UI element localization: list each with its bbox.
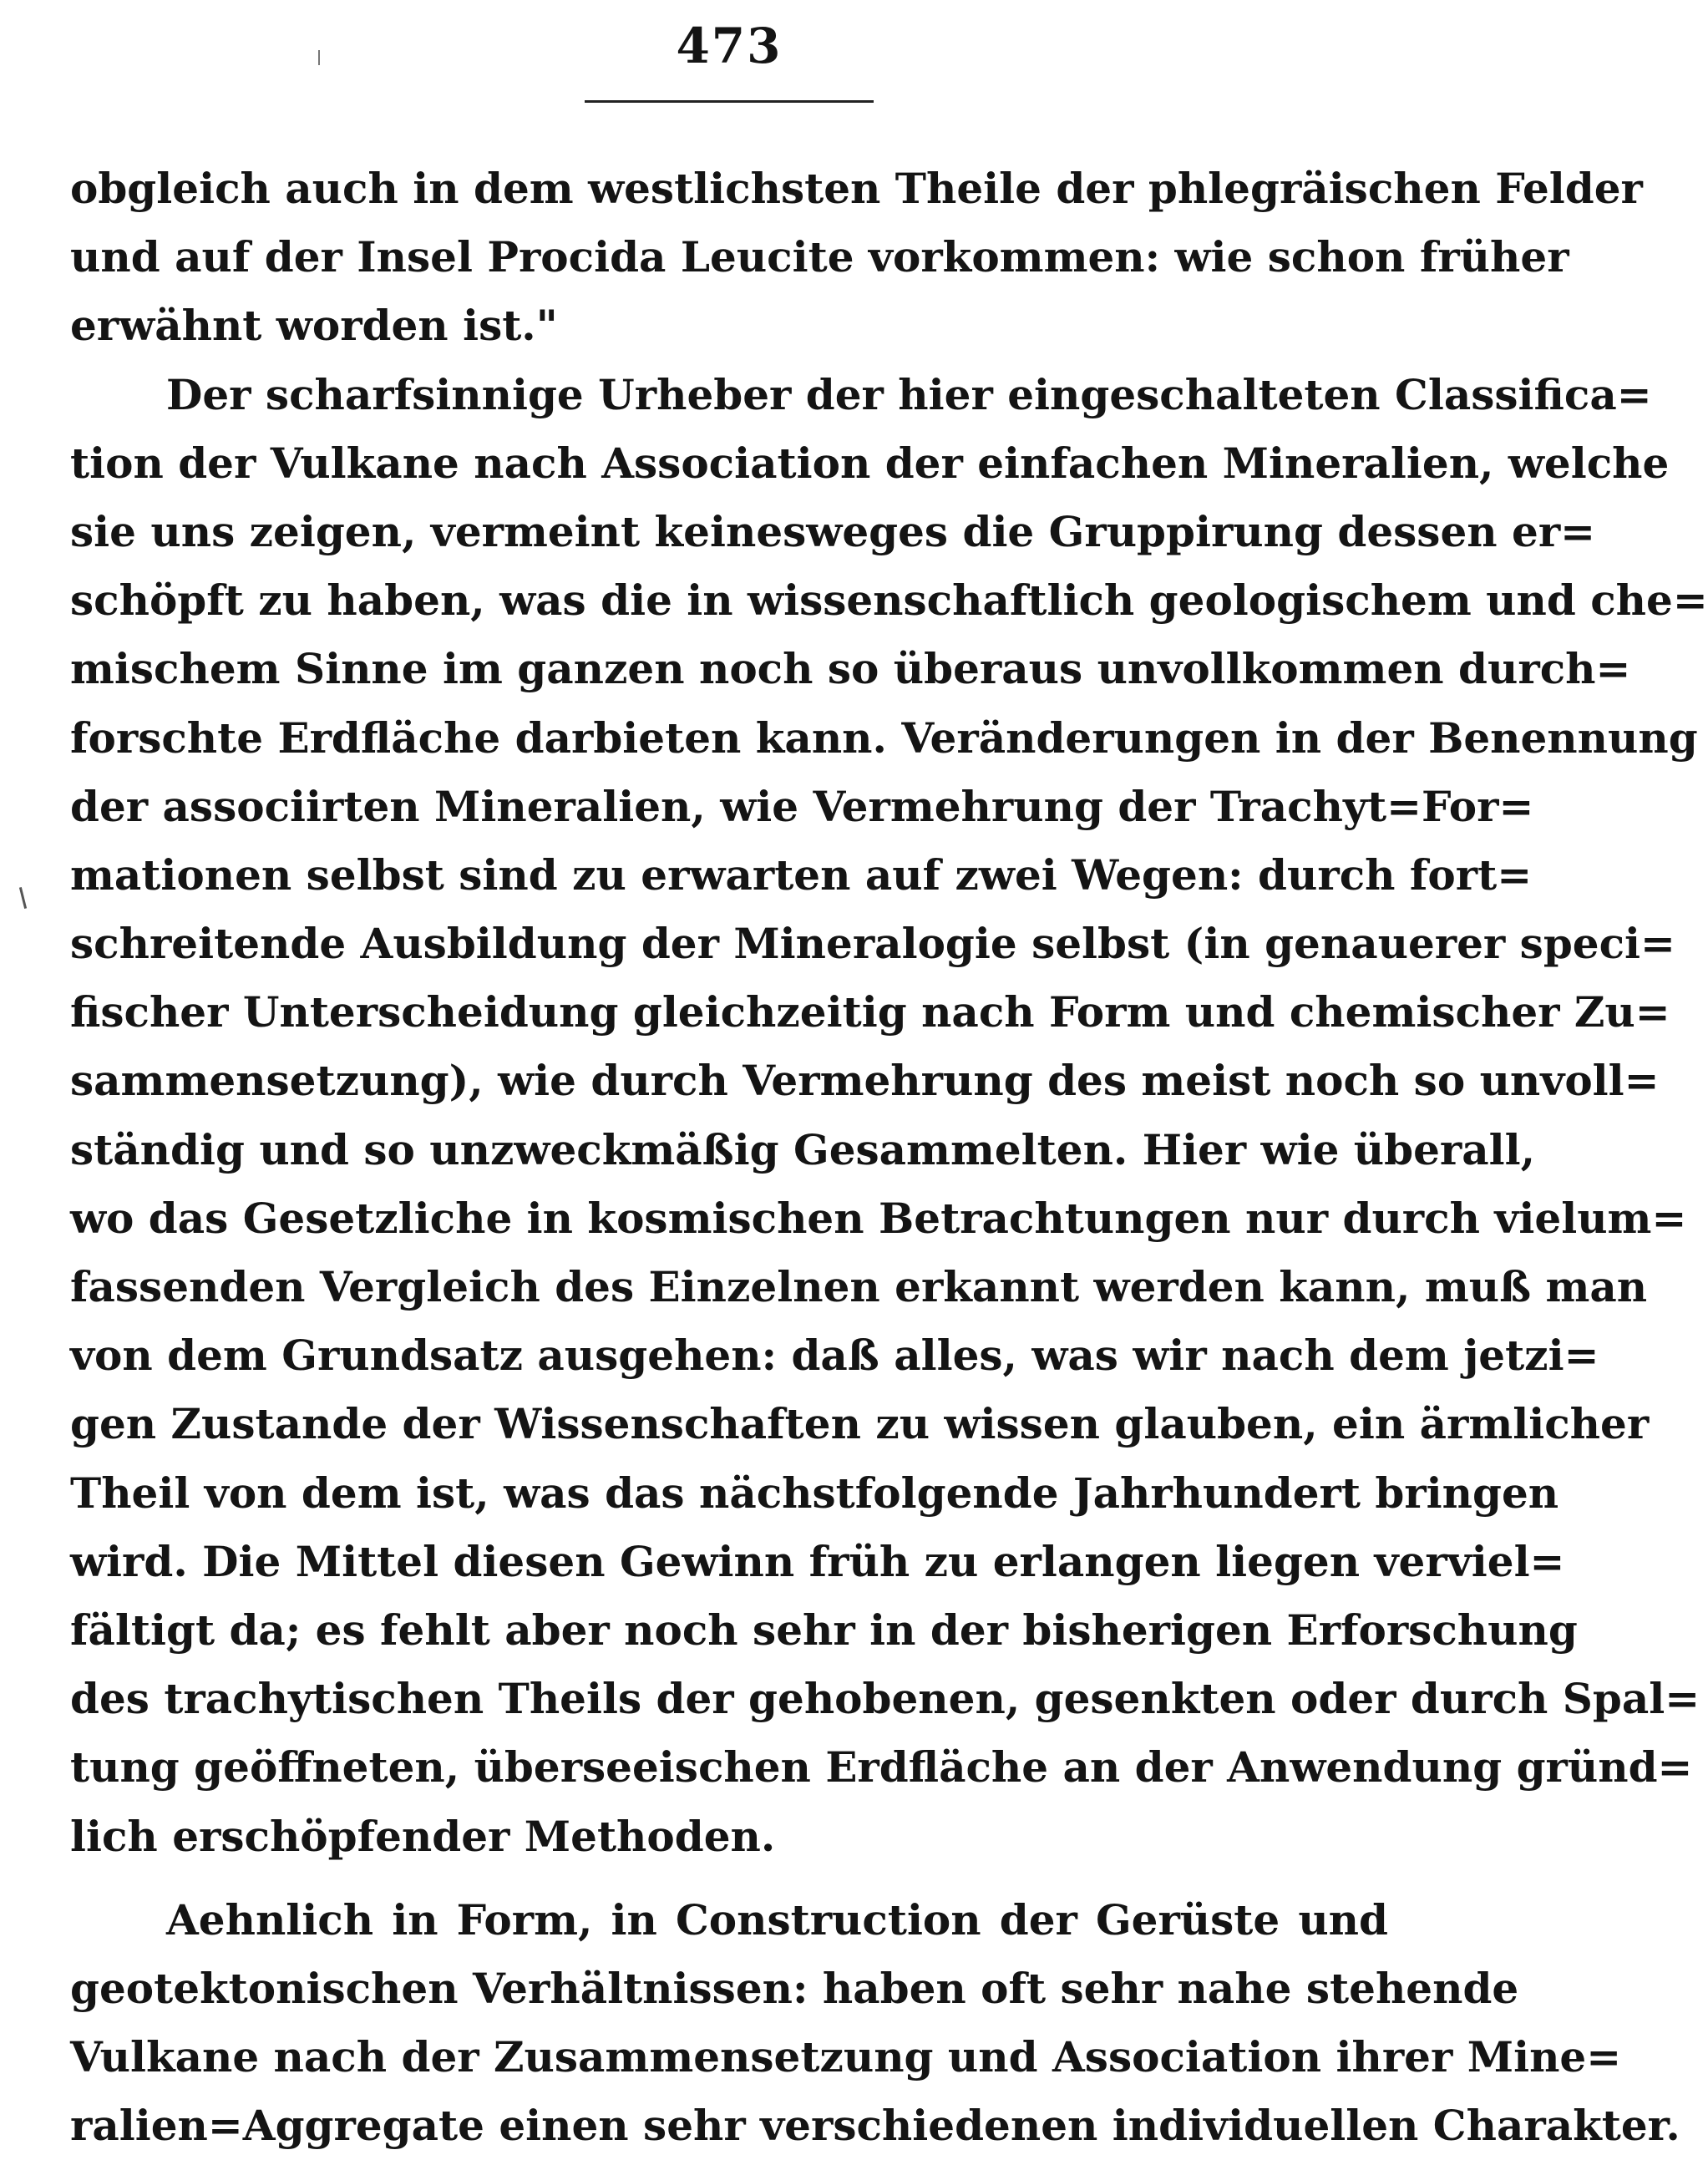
text-line: fältigt da; es fehlt aber noch sehr in der bisherigen Erforschung (70, 1605, 1578, 1655)
text-line: des trachytischen Theils der gehobenen, gesenkten oder durch Spal= (70, 1674, 1700, 1724)
text-line: mationen selbst sind zu erwarten auf zwei Wegen: durch fort= (70, 849, 1533, 900)
text-line: sammensetzung), wie durch Vermehrung des meist noch so unvoll= (70, 1056, 1660, 1106)
text-line: tion der Vulkane nach Association der einfachen Mineralien, welche (70, 438, 1670, 488)
text-line: obgleich auch in dem westlichsten Theile der phlegräischen Felder (70, 164, 1643, 213)
text-line: von dem Grundsatz ausgehen: daß alles, was wir nach dem jetzi= (70, 1331, 1599, 1381)
text-line: schöpft zu haben, was die in wissenschaftlich geologischem und che= (70, 575, 1708, 626)
text-line: ständig und so unzweckmäßig Gesammelten. Hier wie überall, (70, 1124, 1536, 1174)
text-line: und auf der Insel Procida Leucite vorkommen: wie schon früher (70, 232, 1569, 282)
paragraph-gap (70, 1871, 1388, 1886)
text-line: lich erschöpfender Methoden. (70, 1811, 776, 1861)
text-line: ralien=Aggregate einen sehr verschiedenen individuellen Charakter. (70, 2101, 1680, 2151)
text-line: Theil von dem ist, was das nächstfolgende Jahrhundert bringen (70, 1468, 1559, 1518)
text-line: wo das Gesetzliche in kosmischen Betrachtungen nur durch vielum= (70, 1193, 1687, 1243)
text-line: der associirten Mineralien, wie Vermehrung der Trachyt=For= (70, 781, 1534, 831)
text-line: Vulkane nach der Zusammensetzung und Association ihrer Mine= (70, 2032, 1622, 2082)
body-text (70, 155, 1708, 2160)
text-line: Aehnlich in Form, in Construction der Gerüste und (166, 1894, 1388, 1945)
text-line: schreitende Ausbildung der Mineralogie selbst (in genauerer speci= (70, 919, 1675, 969)
text-line: tung geöffneten, überseeischen Erdfläche an der Anwendung gründ= (70, 1742, 1693, 1792)
text-line: forschte Erdfläche darbieten kann. Veränderungen in der Benennung (70, 712, 1698, 763)
text-line: gen Zustande der Wissenschaften zu wissen glauben, ein ärmlicher (70, 1399, 1650, 1449)
page-number: 473 (676, 18, 783, 74)
text-line: mischem Sinne im ganzen noch so überaus unvollkommen durch= (70, 644, 1631, 694)
text-line: erwähnt worden ist." (70, 301, 558, 351)
header-rule (585, 100, 874, 103)
paragraph-2 (70, 361, 1708, 1871)
text-line: wird. Die Mittel diesen Gewinn früh zu erlangen liegen verviel= (70, 1536, 1565, 1586)
text-line: fassenden Vergleich des Einzelnen erkannt werden kann, muß man (70, 1262, 1648, 1311)
print-speck (318, 50, 320, 65)
text-line: geotektonischen Verhältnissen: haben oft sehr nahe stehende (70, 1963, 1519, 2013)
text-line: sie uns zeigen, vermeint keinesweges die Gruppirung dessen er= (70, 506, 1596, 556)
text-line: fischer Unterscheidung gleichzeitig nach Form und chemischer Zu= (70, 987, 1670, 1037)
paragraph-1 (70, 155, 1643, 361)
paragraph-3 (70, 1886, 1680, 2160)
margin-mark (19, 887, 27, 909)
text-line: Der scharfsinnige Urheber der hier eingeschalteten Classifica= (166, 369, 1652, 419)
